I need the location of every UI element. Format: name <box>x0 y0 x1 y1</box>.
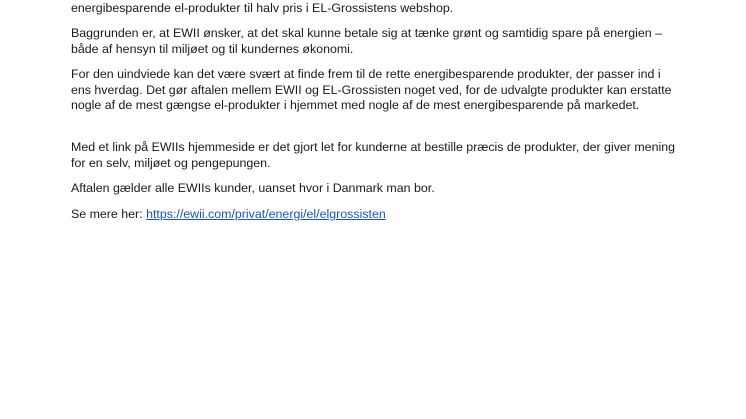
paragraph-uninitiated: For den uindviede kan det være svært at finde frem til de rette energibesparende produkter, der passer ind i ens hverdag. Det gør aftalen mellem EWII og EL-Grossisten noget ved, for de udvalgte produkter kan erstatte nogle af de mest gængse el-produkter i hjemmet med nogle af de mest energibesparende på markedet. <box>71 67 672 113</box>
paragraph-agreement-scope: Aftalen gælder alle EWIIs kunder, uanset hvor i Danmark man bor. <box>71 181 435 195</box>
paragraph-intro-continuation: energibesparende el-produkter til halv pris i EL-Grossistens webshop. <box>71 1 454 15</box>
see-more-label: Se mere her: <box>71 207 147 221</box>
elgrossisten-link[interactable]: https://ewii.com/privat/energi/el/elgrossisten <box>146 207 386 221</box>
paragraph-link-info: Med et link på EWIIs hjemmeside er det gjort let for kunderne at bestille præcis de produkter, der giver mening for en selv, miljøet og pengepungen. <box>71 140 675 170</box>
paragraph-background: Baggrunden er, at EWII ønsker, at det skal kunne betale sig at tænke grønt og samtidig spare på energien – både af hensyn til miljøet og til kundernes økonomi. <box>71 26 662 56</box>
see-more-line <box>71 207 386 223</box>
